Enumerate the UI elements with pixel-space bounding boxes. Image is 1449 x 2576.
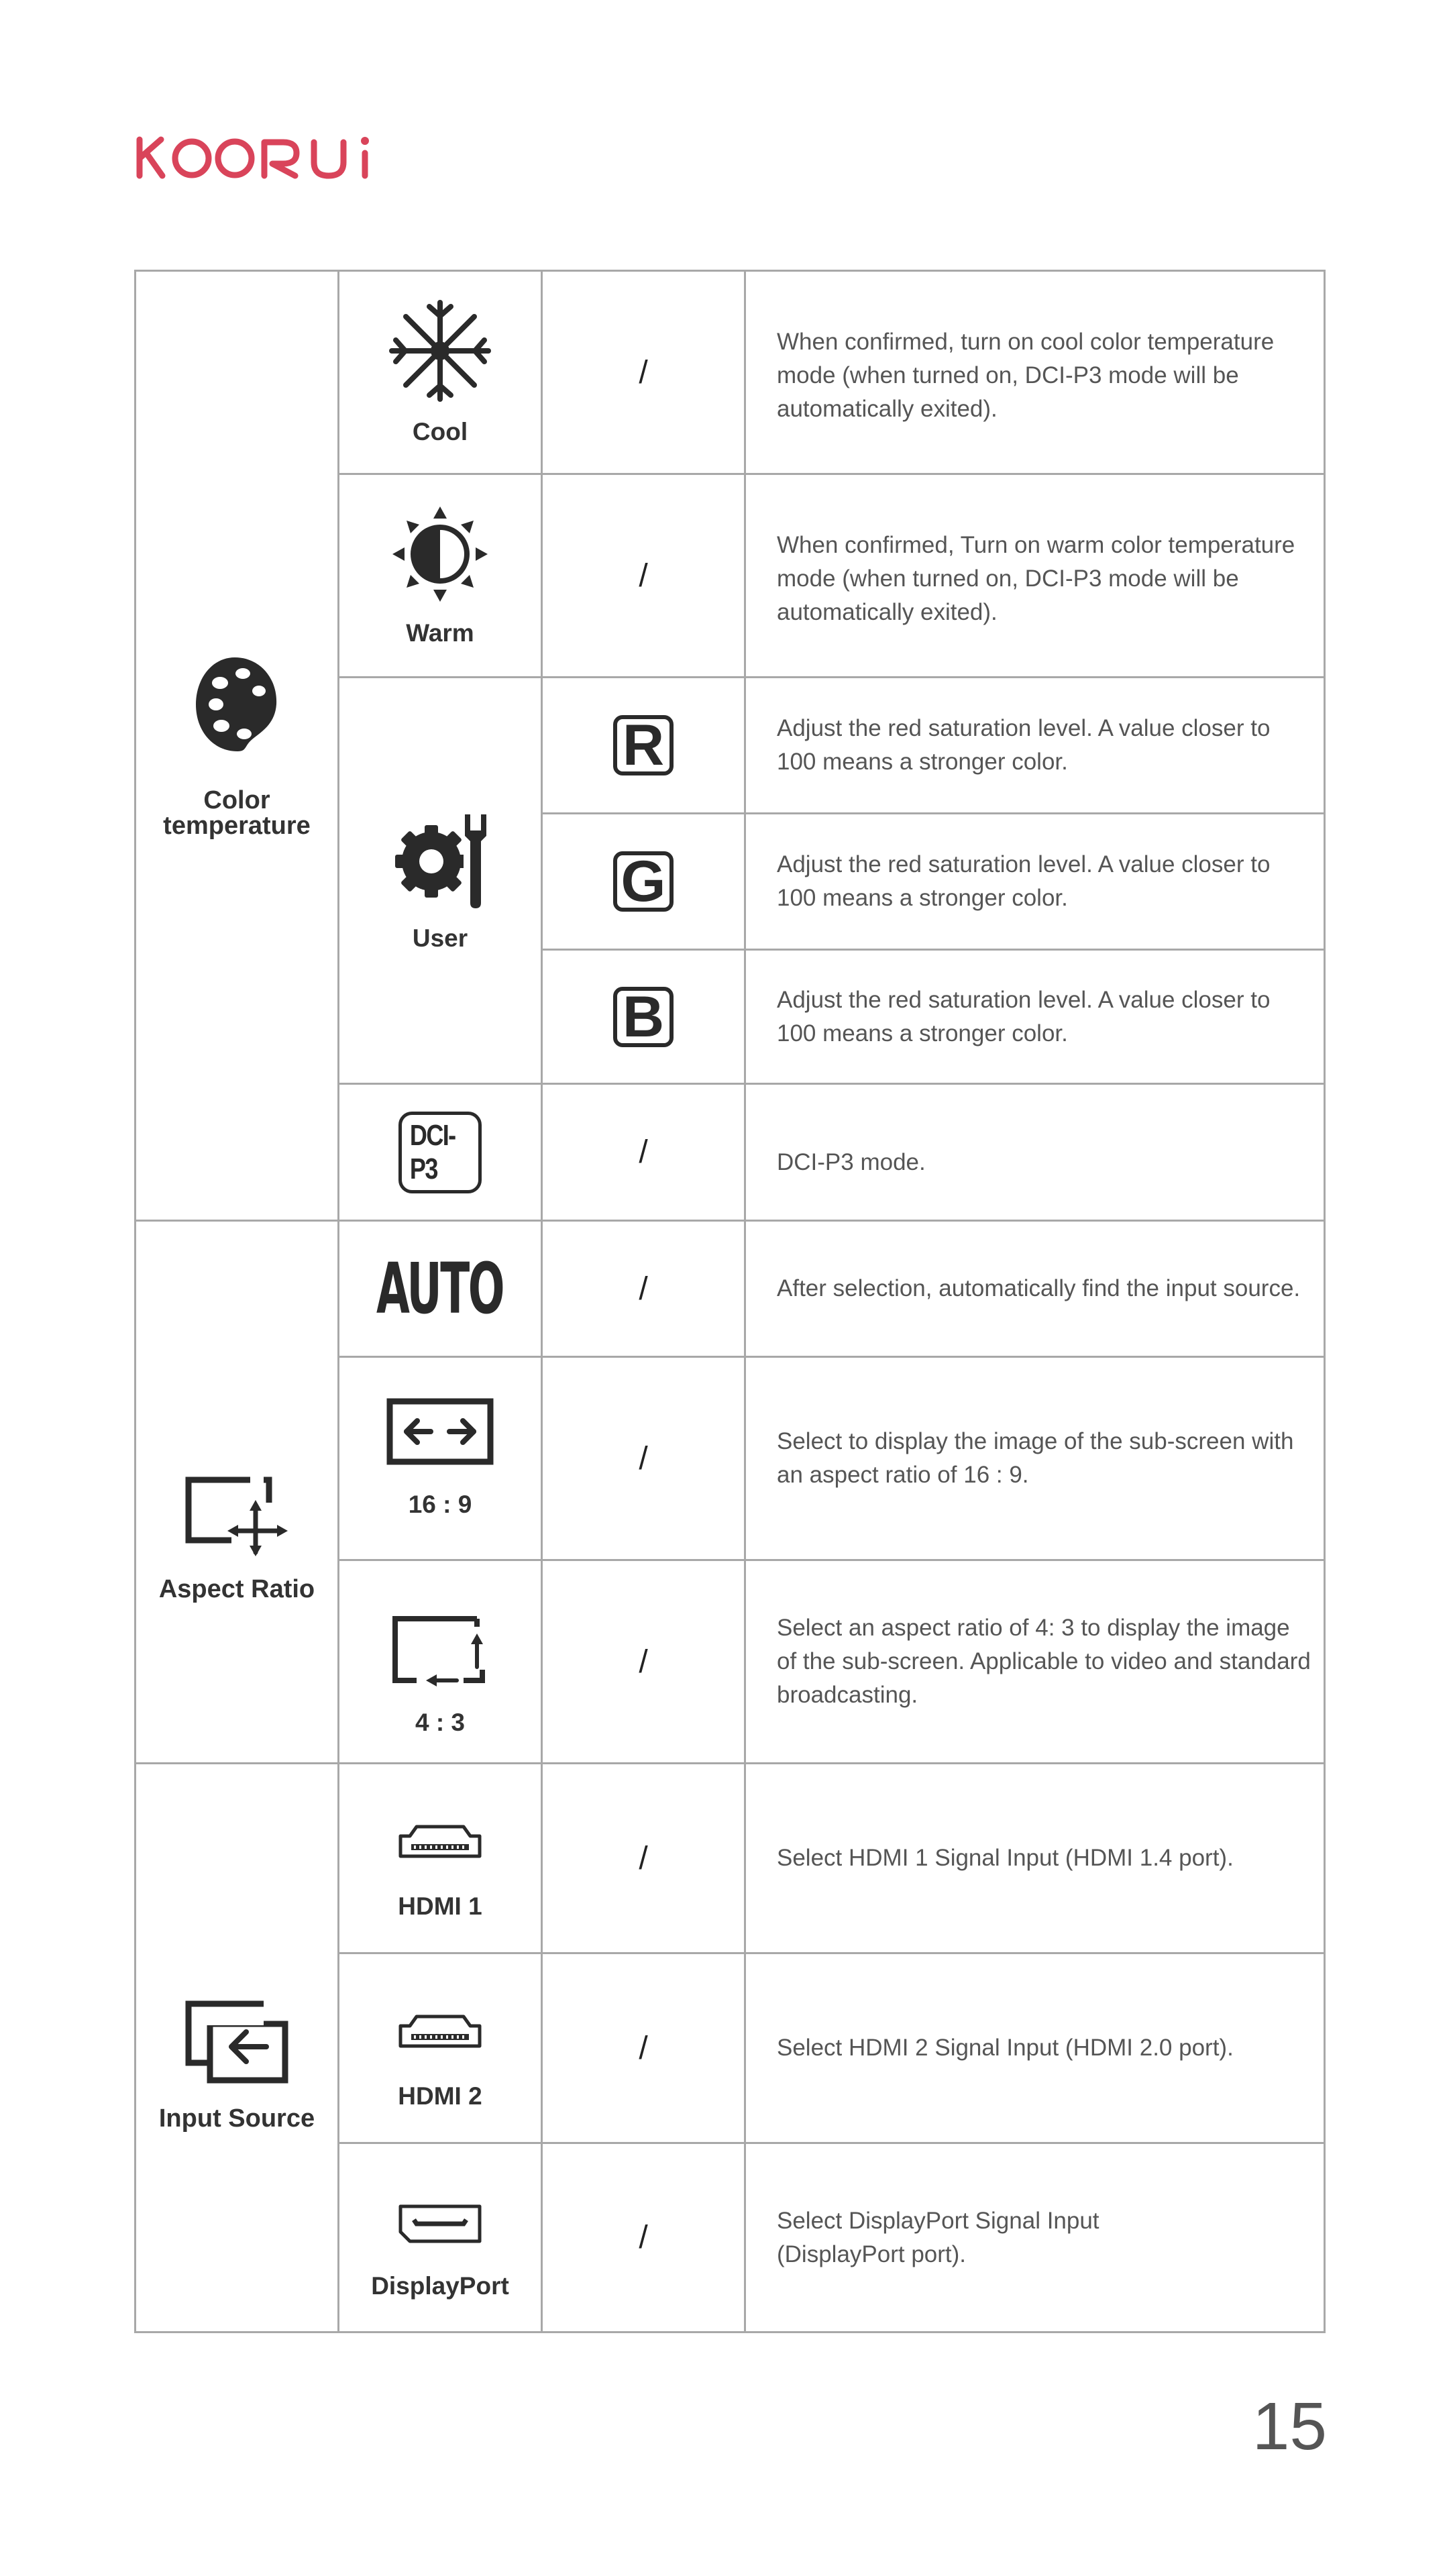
dci-p3-description-text: DCI-P3 mode.: [777, 1148, 926, 1175]
warm-setting: /: [541, 473, 746, 678]
warm-icon-cell: [337, 473, 543, 678]
displayport-description-text: Select DisplayPort Signal Input (DisplayPort port).: [777, 2207, 1099, 2267]
ratio-4-3-setting: /: [541, 1559, 746, 1764]
ratio-4-3-label: 4 : 3: [415, 1709, 466, 1736]
ratio-16-9-icon-cell: [337, 1356, 543, 1561]
cool-setting: /: [541, 270, 746, 475]
ratio-4-3-icon: [390, 1613, 490, 1687]
channel-g-description-text: Adjust the red saturation level. A value closer to 100 means a stronger color.: [777, 851, 1271, 911]
cool-description: [744, 270, 1326, 475]
channel-r-description: [744, 676, 1326, 814]
user-label: User: [412, 924, 468, 952]
group-label: Aspect Ratio: [158, 1575, 315, 1603]
palette-icon: [193, 653, 280, 754]
auto-icon: [337, 1248, 542, 1330]
auto-setting: /: [541, 1220, 746, 1358]
wide-arrows-icon: [386, 1398, 494, 1465]
auto-icon-cell: [337, 1220, 543, 1358]
ratio-4-3-description: [744, 1559, 1326, 1764]
dci-p3-description: [744, 1083, 1326, 1222]
green-channel-icon: G: [613, 851, 674, 912]
hdmi1-label: HDMI 1: [398, 1892, 482, 1920]
group-label: Input Source: [158, 2104, 315, 2133]
auto-icon-text: AUTO: [376, 1248, 504, 1330]
ratio-4-3-icon-cell: [337, 1559, 543, 1764]
ratio-16-9-label: 16 : 9: [408, 1491, 472, 1518]
koorui-logo: [134, 134, 382, 181]
channel-r-cell: [541, 676, 746, 814]
dci-p3-icon-cell: [337, 1083, 543, 1222]
hdmi2-description-text: Select HDMI 2 Signal Input (HDMI 2.0 port).: [777, 2035, 1234, 2061]
displayport-label: DisplayPort: [371, 2271, 509, 2300]
blue-channel-icon: B: [613, 987, 674, 1047]
hdmi1-setting: /: [541, 1762, 746, 1954]
auto-description-text: After selection, automatically find the input source.: [777, 1275, 1301, 1301]
gear-wrench-icon: [390, 809, 490, 910]
channel-b-description: [744, 949, 1326, 1085]
group-aspect-ratio: [134, 1220, 339, 1764]
hdmi1-description: [744, 1762, 1326, 1954]
channel-b-description-text: Adjust the red saturation level. A value closer to 100 means a stronger color.: [777, 986, 1271, 1046]
auto-description: [744, 1220, 1326, 1358]
dci-p3-icon: [398, 1112, 482, 1193]
warm-description: [744, 473, 1326, 678]
sun-icon: [390, 504, 490, 604]
hdmi2-description: [744, 1952, 1326, 2144]
hdmi2-icon-cell: [337, 1952, 543, 2144]
channel-r-description-text: Adjust the red saturation level. A value closer to 100 means a stronger color.: [777, 715, 1271, 775]
channel-g-description: [744, 812, 1326, 951]
osd-menu-table: [134, 270, 1326, 2333]
displayport-description: [744, 2142, 1326, 2333]
user-icon-cell: [337, 676, 543, 1085]
hdmi1-description-text: Select HDMI 1 Signal Input (HDMI 1.4 port).: [777, 1845, 1234, 1871]
warm-description-text: When confirmed, Turn on warm color temperature mode (when turned on, DCI-P3 mode will be automatically exited).: [777, 532, 1295, 625]
dci-p3-icon-text: DCI-P3: [409, 1119, 471, 1186]
hdmi2-setting: /: [541, 1952, 746, 2144]
aspect-ratio-icon: [183, 1469, 290, 1556]
hdmi-port-icon: [396, 1823, 484, 1860]
warm-label: Warm: [406, 619, 474, 647]
channel-g-cell: [541, 812, 746, 951]
ratio-16-9-description: [744, 1356, 1326, 1561]
ratio-4-3-description-text: Select an aspect ratio of 4: 3 to display the image of the sub-screen. Applicable to video and standard broadcasting.: [777, 1615, 1311, 1708]
hdmi1-icon-cell: [337, 1762, 543, 1954]
group-color-temperature: [134, 270, 339, 1222]
channel-b-cell: [541, 949, 746, 1085]
page-number: 15: [1252, 2389, 1327, 2464]
group-label: Color temperature: [163, 786, 311, 840]
cool-description-text: When confirmed, turn on cool color temperature mode (when turned on, DCI-P3 mode will be automatically exited).: [777, 329, 1275, 422]
displayport-icon: [396, 2202, 484, 2245]
ratio-16-9-description-text: Select to display the image of the sub-screen with an aspect ratio of 16 : 9.: [777, 1428, 1294, 1488]
ratio-16-9-setting: /: [541, 1356, 746, 1561]
cool-label: Cool: [412, 418, 468, 445]
snowflake-icon: [388, 299, 492, 403]
hdmi-port-icon: [396, 2012, 484, 2050]
dci-p3-setting: /: [541, 1083, 746, 1222]
displayport-setting: /: [541, 2142, 746, 2333]
input-source-icon: [183, 1998, 290, 2086]
cool-icon-cell: [337, 270, 543, 475]
group-input-source: [134, 1762, 339, 2333]
red-channel-icon: R: [613, 715, 674, 775]
hdmi2-label: HDMI 2: [398, 2082, 482, 2110]
displayport-icon-cell: [337, 2142, 543, 2333]
